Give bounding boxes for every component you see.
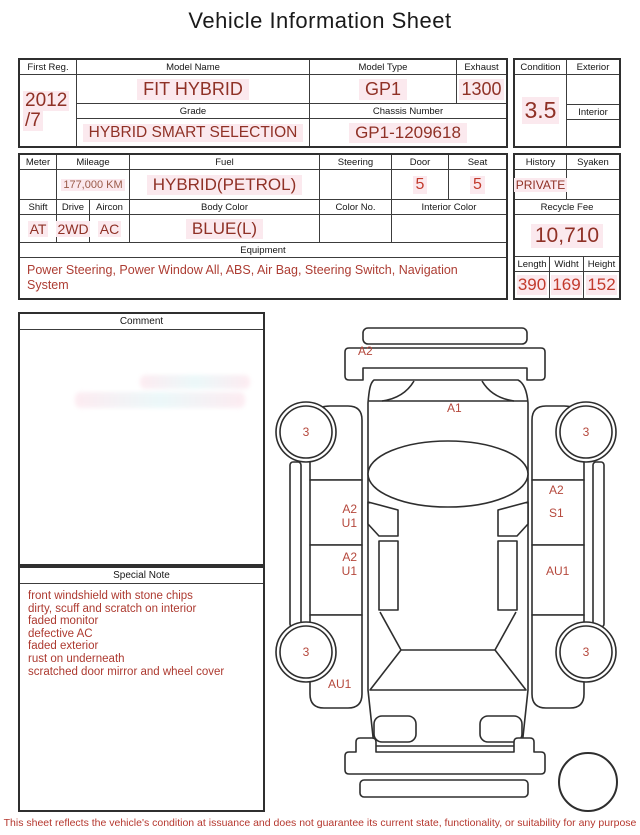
interior-color-cell <box>392 200 506 243</box>
shift-cell <box>20 200 57 243</box>
special-note-label: Special Note <box>20 568 263 584</box>
right-rear-door <box>532 545 584 615</box>
length-label: Length <box>515 257 549 272</box>
special-note-line: defective AC <box>28 627 93 640</box>
special-note-line: faded exterior <box>28 640 99 653</box>
door-value: 5 <box>413 176 428 194</box>
left-rear-door-damage-label: A2 U1 <box>341 550 357 578</box>
shift-label: Shift <box>20 200 56 215</box>
fuel-value: HYBRID(PETROL) <box>147 175 303 195</box>
condition-value: 3.5 <box>522 97 560 124</box>
interior-color-label: Interior Color <box>392 200 506 215</box>
special-note-line: dirty, scuff and scratch on interior <box>28 602 197 615</box>
steering-cell <box>320 155 392 200</box>
shift-value: AT <box>29 220 47 237</box>
width-value: 169 <box>552 275 581 294</box>
spec-table <box>18 153 508 300</box>
front-left-wheel-grade: 3 <box>302 425 310 439</box>
steering-label: Steering <box>320 155 391 170</box>
interior-label: Interior <box>567 105 619 120</box>
recycle-fee-value: 10,710 <box>531 224 603 248</box>
rear-bumper-strip <box>360 780 528 797</box>
chassis-number-value: GP1-1209618 <box>349 123 467 143</box>
special-note-line: faded monitor <box>28 615 99 628</box>
steering-value <box>320 170 391 199</box>
aircon-value: AC <box>99 220 120 237</box>
fuel-cell <box>130 155 320 200</box>
rear-left-wheel-grade: 3 <box>302 645 310 659</box>
drive-value: 2WD <box>57 220 89 237</box>
drive-label: Drive <box>57 200 89 215</box>
history-cell <box>515 155 567 200</box>
height-value: 152 <box>587 275 616 294</box>
mileage-label: Mileage <box>57 155 129 170</box>
right-sill-panel <box>593 462 604 627</box>
body-color-label: Body Color <box>130 200 319 215</box>
model-name-label: Model Name <box>77 60 309 75</box>
history-label: History <box>515 155 566 170</box>
color-no-cell <box>320 200 392 243</box>
door-cell <box>392 155 449 200</box>
model-type-cell <box>310 60 457 104</box>
syaken-value <box>567 170 619 199</box>
spare-tire <box>559 753 617 811</box>
door-label: Door <box>392 155 448 170</box>
syaken-label: Syaken <box>567 155 619 170</box>
grade-value: HYBRID SMART SELECTION <box>83 124 304 142</box>
right-front-door-damage-label-1: A2 <box>549 483 564 497</box>
special-note-box <box>18 566 265 812</box>
condition-label: Condition <box>515 60 566 75</box>
seat-value: 5 <box>470 176 485 194</box>
meter-value <box>20 170 56 199</box>
exhaust-cell <box>457 60 506 104</box>
car-damage-diagram <box>268 316 636 812</box>
scan-bleed-artifact <box>75 392 245 408</box>
disclaimer-text: This sheet reflects the vehicle's condition at issuance and does not guarantee its current state, functionality, or suitability for any purpose <box>3 817 637 829</box>
condition-cell <box>515 60 567 146</box>
length-value: 390 <box>517 275 547 294</box>
equipment-cell <box>20 243 506 298</box>
info-table <box>18 58 508 148</box>
first-reg-month: /7 <box>25 109 41 131</box>
model-type-value: GP1 <box>359 79 407 100</box>
roof-glass <box>368 441 528 507</box>
left-front-door-damage-label: A2 U1 <box>341 502 357 530</box>
front-right-wheel-grade: 3 <box>582 425 590 439</box>
meter-cell <box>20 155 57 200</box>
width-cell <box>550 257 584 298</box>
height-label: Height <box>584 257 619 272</box>
left-tail-light <box>374 716 416 742</box>
grade-cell <box>77 104 310 146</box>
left-door-strip-rear <box>379 541 398 610</box>
special-note-body <box>20 584 263 678</box>
interior-color-value <box>392 215 506 242</box>
chassis-number-label: Chassis Number <box>310 104 506 119</box>
exterior-cell <box>567 60 619 105</box>
meter-label: Meter <box>20 155 56 170</box>
interior-value <box>567 120 619 146</box>
fuel-label: Fuel <box>130 155 319 170</box>
height-cell <box>584 257 619 298</box>
rear-right-wheel-grade: 3 <box>582 645 590 659</box>
special-note-line: rust on underneath <box>28 652 125 665</box>
exterior-value <box>567 75 619 104</box>
model-type-label: Model Type <box>310 60 456 75</box>
comment-label: Comment <box>20 314 263 330</box>
right-rear-door-damage-label: AU1 <box>546 564 570 578</box>
recycle-fee-cell <box>515 200 619 257</box>
model-name-cell <box>77 60 310 104</box>
drive-cell <box>57 200 90 243</box>
hood-damage-label: A1 <box>447 401 462 415</box>
front-bumper-damage-label: A2 <box>358 344 373 358</box>
special-note-line: scratched door mirror and wheel cover <box>28 665 225 678</box>
equipment-label: Equipment <box>20 243 506 258</box>
exhaust-label: Exhaust <box>457 60 506 75</box>
mileage-value: 177,000 KM <box>63 178 123 191</box>
model-name-value: FIT HYBRID <box>137 79 249 100</box>
aircon-cell <box>90 200 130 243</box>
special-note-line: front windshield with stone chips <box>28 590 193 602</box>
exterior-label: Exterior <box>567 60 619 75</box>
right-door-strip-rear <box>498 541 517 610</box>
front-bumper-strip <box>363 328 527 344</box>
recycle-fee-label: Recycle Fee <box>515 200 619 215</box>
grade-label: Grade <box>77 104 309 119</box>
page-title: Vehicle Information Sheet <box>188 8 452 33</box>
history-panel <box>513 153 621 300</box>
scan-bleed-artifact <box>140 375 250 389</box>
mileage-cell <box>57 155 130 200</box>
body-color-value: BLUE(L) <box>186 219 263 239</box>
body-color-cell <box>130 200 320 243</box>
length-cell <box>515 257 550 298</box>
comment-box <box>18 312 265 566</box>
left-sill-panel <box>290 462 301 627</box>
history-value: PRIVATE <box>515 177 566 192</box>
first-reg-year: 2012 <box>25 89 68 111</box>
left-rear-fender-damage-label: AU1 <box>328 677 352 691</box>
aircon-label: Aircon <box>90 200 129 215</box>
color-no-label: Color No. <box>320 200 391 215</box>
width-label: Widht <box>550 257 583 272</box>
color-no-value <box>320 215 391 242</box>
condition-panel <box>513 58 621 148</box>
comment-body <box>20 330 263 563</box>
syaken-cell <box>567 155 619 200</box>
seat-cell <box>449 155 506 200</box>
interior-cell <box>567 105 619 146</box>
equipment-value: Power Steering, Power Window All, ABS, Air Bag, Steering Switch, Navigation System <box>27 263 458 292</box>
first-reg-value <box>20 75 76 146</box>
first-reg-cell <box>20 60 77 146</box>
front-bumper <box>345 348 545 380</box>
first-reg-label: First Reg. <box>20 60 76 75</box>
seat-label: Seat <box>449 155 506 170</box>
chassis-number-cell <box>310 104 506 146</box>
exhaust-value: 1300 <box>461 78 502 99</box>
right-front-door-damage-label-2: S1 <box>549 506 564 520</box>
